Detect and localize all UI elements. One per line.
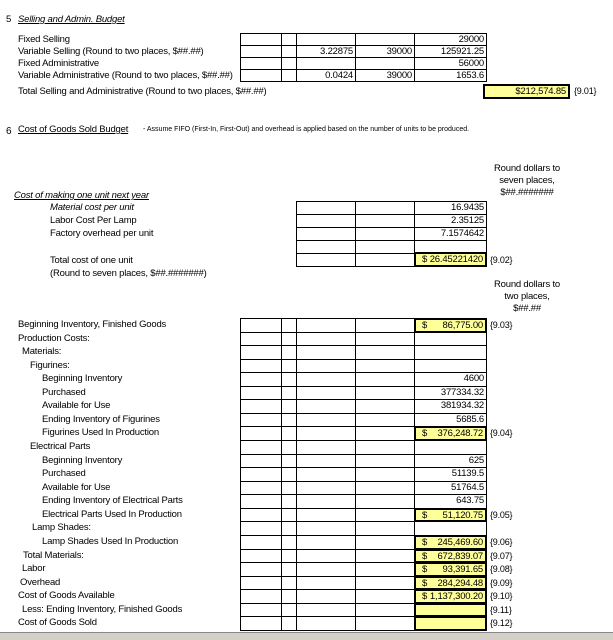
- grid-cell[interactable]: [355, 589, 415, 604]
- grid-cell[interactable]: [240, 562, 282, 577]
- value: 51,120.75: [442, 509, 483, 521]
- value: 245,469.60: [437, 536, 483, 548]
- row-label: Labor: [22, 563, 46, 575]
- reference-tag: {9.11}: [490, 604, 512, 615]
- row-label: Materials:: [22, 346, 62, 358]
- grid-cell[interactable]: [355, 616, 415, 631]
- grid-cell[interactable]: [240, 603, 282, 618]
- grid-cell[interactable]: [281, 616, 297, 631]
- grid-cell[interactable]: [355, 318, 415, 333]
- reference-tag: {9.08}: [490, 564, 513, 575]
- grid-cell[interactable]: [296, 562, 356, 577]
- value-cell[interactable]: [414, 562, 487, 577]
- header-line: $##.##: [513, 303, 541, 314]
- grid-cell[interactable]: [296, 549, 356, 564]
- grid-cell[interactable]: [296, 589, 356, 604]
- value: 93,391.65: [442, 564, 483, 576]
- grid-cell[interactable]: [296, 413, 356, 428]
- grid-cell[interactable]: [240, 332, 282, 347]
- row-label: Fixed Administrative: [18, 58, 100, 69]
- reference-tag: {9.06}: [490, 536, 513, 547]
- grid-cell[interactable]: [355, 399, 415, 414]
- grid-cell[interactable]: [355, 201, 415, 215]
- grid-cell[interactable]: [240, 318, 282, 333]
- grid-cell[interactable]: 39000: [355, 45, 415, 58]
- value-cell[interactable]: [414, 481, 487, 496]
- grid-cell[interactable]: [296, 616, 356, 631]
- grid-cell[interactable]: [355, 214, 415, 228]
- dollar-sign: $: [422, 254, 428, 265]
- grid-cell[interactable]: [296, 345, 356, 360]
- grid-cell[interactable]: [281, 318, 297, 333]
- grid-cell[interactable]: [355, 467, 415, 482]
- value: 672,839.07: [437, 550, 483, 562]
- header-line: $##.#######: [500, 187, 554, 198]
- value: 51139.5: [451, 468, 484, 480]
- total-selling-admin-value: $212,574.85: [515, 86, 566, 97]
- value: 5685.6: [456, 413, 484, 425]
- value: 1,137,300.20: [429, 591, 483, 603]
- row-label: Production Costs:: [18, 332, 90, 344]
- grid-cell[interactable]: [296, 318, 356, 333]
- grid-cell[interactable]: [281, 481, 297, 496]
- unit-total-value: 26.45221420: [429, 254, 483, 265]
- ref-9-02: {9.02}: [490, 255, 513, 265]
- value: 86,775.00: [442, 320, 483, 331]
- grid-cell[interactable]: [281, 399, 297, 414]
- row-label: Figurines:: [30, 359, 70, 371]
- grid-cell[interactable]: [355, 440, 415, 455]
- row-label: Ending Inventory of Figurines: [42, 413, 160, 425]
- row-label: Beginning Inventory: [42, 373, 123, 385]
- grid-cell[interactable]: [281, 359, 297, 374]
- grid-cell[interactable]: [355, 562, 415, 577]
- grid-cell[interactable]: [296, 494, 356, 509]
- unit-total-sub: (Round to seven places, $##.#######): [50, 268, 207, 279]
- value-cell[interactable]: [414, 521, 487, 536]
- grid-cell[interactable]: [240, 454, 282, 469]
- row-label: Electrical Parts: [30, 441, 91, 453]
- unit-cost-title: Cost of making one unit next year: [14, 190, 149, 201]
- grid-cell[interactable]: [281, 345, 297, 360]
- value: 625: [468, 454, 484, 466]
- value-cell[interactable]: 56000: [414, 57, 487, 70]
- row-label: Labor Cost Per Lamp: [50, 215, 137, 226]
- main-header: [482, 279, 572, 315]
- row-label: Lamp Shades:: [32, 522, 91, 534]
- value-cell[interactable]: [414, 603, 487, 618]
- grid-cell[interactable]: [281, 440, 297, 455]
- grid-cell[interactable]: [296, 603, 356, 618]
- row-label: Purchased: [42, 468, 86, 480]
- grid-cell[interactable]: [240, 508, 282, 523]
- grid-cell[interactable]: [281, 576, 297, 591]
- grid-cell[interactable]: [240, 386, 282, 401]
- reference-tag: {9.12}: [490, 618, 513, 629]
- grid-cell[interactable]: [296, 535, 356, 550]
- grid-cell[interactable]: [296, 508, 356, 523]
- reference-tag: {9.10}: [490, 591, 513, 602]
- unit-total-label: Total cost of one unit: [50, 255, 133, 266]
- grid-cell[interactable]: [240, 616, 282, 631]
- grid-cell[interactable]: [240, 549, 282, 564]
- ref-9-01: {9.01}: [574, 86, 597, 96]
- grid-cell[interactable]: [355, 535, 415, 550]
- grid-cell[interactable]: [281, 603, 297, 618]
- grid-cell[interactable]: [296, 332, 356, 347]
- dollar-sign: $: [422, 591, 428, 603]
- reference-tag: {9.09}: [490, 577, 513, 588]
- total-selling-admin-cell[interactable]: [483, 84, 570, 99]
- row-label: Beginning Inventory: [42, 454, 123, 466]
- value-cell[interactable]: [414, 386, 487, 401]
- value-cell[interactable]: 1653.6: [414, 69, 487, 82]
- grid-cell[interactable]: 39000: [355, 69, 415, 82]
- value-cell[interactable]: 2.35125: [414, 214, 487, 228]
- row-label: Figurines Used In Production: [42, 427, 159, 439]
- grid-cell[interactable]: [240, 535, 282, 550]
- row-label: Electrical Parts Used In Production: [42, 508, 182, 520]
- grid-cell[interactable]: [296, 214, 356, 228]
- value-cell[interactable]: [414, 440, 487, 455]
- grid-cell[interactable]: [281, 69, 297, 82]
- dollar-sign: $: [422, 577, 428, 589]
- grid-cell[interactable]: [240, 467, 282, 482]
- grid-cell[interactable]: [240, 576, 282, 591]
- grid-cell[interactable]: [240, 413, 282, 428]
- value-cell[interactable]: [414, 399, 487, 414]
- value-cell[interactable]: [414, 359, 487, 374]
- section5-number: 5: [6, 14, 12, 25]
- dollar-sign: $: [422, 564, 428, 576]
- grid-cell[interactable]: 0.0424: [296, 69, 356, 82]
- grid-cell[interactable]: [240, 481, 282, 496]
- unit-total-cell[interactable]: [414, 252, 487, 267]
- grid-cell[interactable]: [296, 521, 356, 536]
- grid-cell[interactable]: [281, 494, 297, 509]
- value: 376,248.72: [437, 428, 483, 440]
- grid-cell[interactable]: 3.22875: [296, 45, 356, 58]
- grid-cell[interactable]: [240, 359, 282, 374]
- grid-cell[interactable]: [355, 386, 415, 401]
- value-cell[interactable]: [414, 372, 487, 387]
- grid-cell[interactable]: [296, 227, 356, 241]
- row-label: Variable Selling (Round to two places, $##.##): [18, 46, 204, 57]
- grid-cell[interactable]: [296, 359, 356, 374]
- grid-cell[interactable]: [296, 576, 356, 591]
- grid-cell[interactable]: [355, 454, 415, 469]
- header-line: seven places,: [499, 175, 555, 186]
- value-cell[interactable]: [414, 413, 487, 428]
- section5-title: Selling and Admin. Budget: [18, 14, 125, 25]
- grid-cell[interactable]: [281, 589, 297, 604]
- grid-cell[interactable]: [296, 454, 356, 469]
- grid-cell[interactable]: [355, 372, 415, 387]
- header-line: two places,: [504, 291, 550, 302]
- row-label: Fixed Selling: [18, 34, 70, 45]
- value: 284,294.48: [437, 577, 483, 589]
- grid-cell[interactable]: [240, 372, 282, 387]
- dollar-sign: $: [422, 536, 428, 548]
- value-cell[interactable]: [414, 576, 487, 591]
- value: 4600: [463, 373, 484, 385]
- grid-cell[interactable]: [296, 253, 356, 267]
- grid-cell[interactable]: [296, 240, 356, 254]
- grid-cell[interactable]: [281, 562, 297, 577]
- value-cell[interactable]: 125921.25: [414, 45, 487, 58]
- header-line: Round dollars to: [494, 279, 560, 290]
- row-label: Purchased: [42, 386, 86, 398]
- value-cell[interactable]: [414, 467, 487, 482]
- value-cell[interactable]: [414, 616, 487, 631]
- reference-tag: {9.03}: [490, 320, 513, 330]
- grid-cell[interactable]: [355, 332, 415, 347]
- grid-cell[interactable]: [355, 494, 415, 509]
- grid-cell[interactable]: [355, 413, 415, 428]
- value-cell[interactable]: [414, 332, 487, 347]
- value-cell[interactable]: [414, 318, 487, 333]
- grid-cell[interactable]: [281, 426, 297, 441]
- grid-cell[interactable]: [281, 535, 297, 550]
- value-cell[interactable]: 29000: [414, 33, 487, 46]
- grid-cell[interactable]: [296, 201, 356, 215]
- row-label: Total Materials:: [23, 549, 84, 561]
- row-label: Beginning Inventory, Finished Goods: [18, 319, 167, 330]
- row-label: Variable Administrative (Round to two places, $##.##): [18, 70, 233, 81]
- dollar-sign: $: [422, 428, 428, 440]
- dollar-sign: $: [422, 320, 428, 331]
- grid-cell[interactable]: [355, 253, 415, 267]
- unit-cost-header: [482, 163, 572, 199]
- grid-cell[interactable]: [355, 240, 415, 254]
- reference-tag: {9.04}: [490, 428, 513, 439]
- grid-cell[interactable]: [296, 467, 356, 482]
- value-cell[interactable]: 16.9435: [414, 201, 487, 215]
- value-cell[interactable]: [414, 549, 487, 564]
- value-cell[interactable]: [414, 345, 487, 360]
- section6-note: - Assume FIFO (First-In, First-Out) and overhead is applied based on the number of units to be produced.: [143, 126, 470, 133]
- grid-cell[interactable]: [355, 576, 415, 591]
- grid-cell[interactable]: [240, 494, 282, 509]
- row-label: Factory overhead per unit: [50, 228, 154, 239]
- grid-cell[interactable]: [281, 508, 297, 523]
- grid-cell[interactable]: [240, 69, 282, 82]
- grid-cell[interactable]: [296, 372, 356, 387]
- value-cell[interactable]: [414, 589, 487, 604]
- grid-cell[interactable]: [240, 345, 282, 360]
- dollar-sign: $: [422, 509, 428, 521]
- grid-cell[interactable]: [281, 549, 297, 564]
- reference-tag: {9.05}: [490, 509, 513, 520]
- value-cell[interactable]: [414, 426, 487, 441]
- grid-cell[interactable]: [240, 589, 282, 604]
- grid-cell[interactable]: [296, 481, 356, 496]
- value: 51764.5: [451, 481, 484, 493]
- grid-cell[interactable]: [281, 521, 297, 536]
- grid-cell[interactable]: [355, 359, 415, 374]
- grid-cell[interactable]: [355, 426, 415, 441]
- grid-cell[interactable]: [355, 521, 415, 536]
- header-line: Round dollars to: [494, 163, 560, 174]
- value-cell[interactable]: [414, 454, 487, 469]
- row-label: Less: Ending Inventory, Finished Goods: [22, 603, 183, 615]
- grid-cell[interactable]: [355, 508, 415, 523]
- row-label: Cost of Goods Sold: [18, 617, 97, 629]
- value: 377334.32: [440, 386, 484, 398]
- section6-number: 6: [6, 126, 12, 137]
- grid-cell[interactable]: [240, 440, 282, 455]
- grid-cell[interactable]: [296, 426, 356, 441]
- row-label: Ending Inventory of Electrical Parts: [42, 495, 183, 507]
- grid-cell[interactable]: [355, 227, 415, 241]
- value-cell[interactable]: [414, 535, 487, 550]
- grid-cell[interactable]: [240, 399, 282, 414]
- row-label: Available for Use: [42, 481, 111, 493]
- grid-cell[interactable]: [281, 454, 297, 469]
- grid-cell[interactable]: [296, 440, 356, 455]
- grid-cell[interactable]: [281, 386, 297, 401]
- grid-cell[interactable]: [355, 345, 415, 360]
- grid-cell[interactable]: [240, 521, 282, 536]
- grid-cell[interactable]: [281, 332, 297, 347]
- grid-cell[interactable]: [281, 372, 297, 387]
- grid-cell[interactable]: [355, 603, 415, 618]
- grid-cell[interactable]: [355, 549, 415, 564]
- grid-cell[interactable]: [355, 481, 415, 496]
- dollar-sign: $: [422, 550, 428, 562]
- grid-cell[interactable]: [281, 467, 297, 482]
- row-label: Available for Use: [42, 400, 111, 412]
- value-cell[interactable]: [414, 494, 487, 509]
- row-label: Overhead: [20, 576, 61, 588]
- value: 643.75: [456, 495, 484, 507]
- section6-title: Cost of Goods Sold Budget: [18, 124, 129, 135]
- grid-cell[interactable]: [296, 399, 356, 414]
- grid-cell[interactable]: [296, 386, 356, 401]
- total-selling-admin-label: Total Selling and Administrative (Round to two places, $##.##): [18, 86, 267, 97]
- grid-cell[interactable]: [281, 413, 297, 428]
- value: 381934.32: [440, 400, 484, 412]
- row-label: Cost of Goods Available: [18, 590, 115, 602]
- reference-tag: {9.07}: [490, 550, 513, 561]
- value-cell[interactable]: [414, 508, 487, 523]
- value-cell[interactable]: 7.1574642: [414, 227, 487, 241]
- row-label: Lamp Shades Used In Production: [42, 535, 179, 547]
- row-label: Material cost per unit: [50, 202, 134, 213]
- grid-cell[interactable]: [240, 426, 282, 441]
